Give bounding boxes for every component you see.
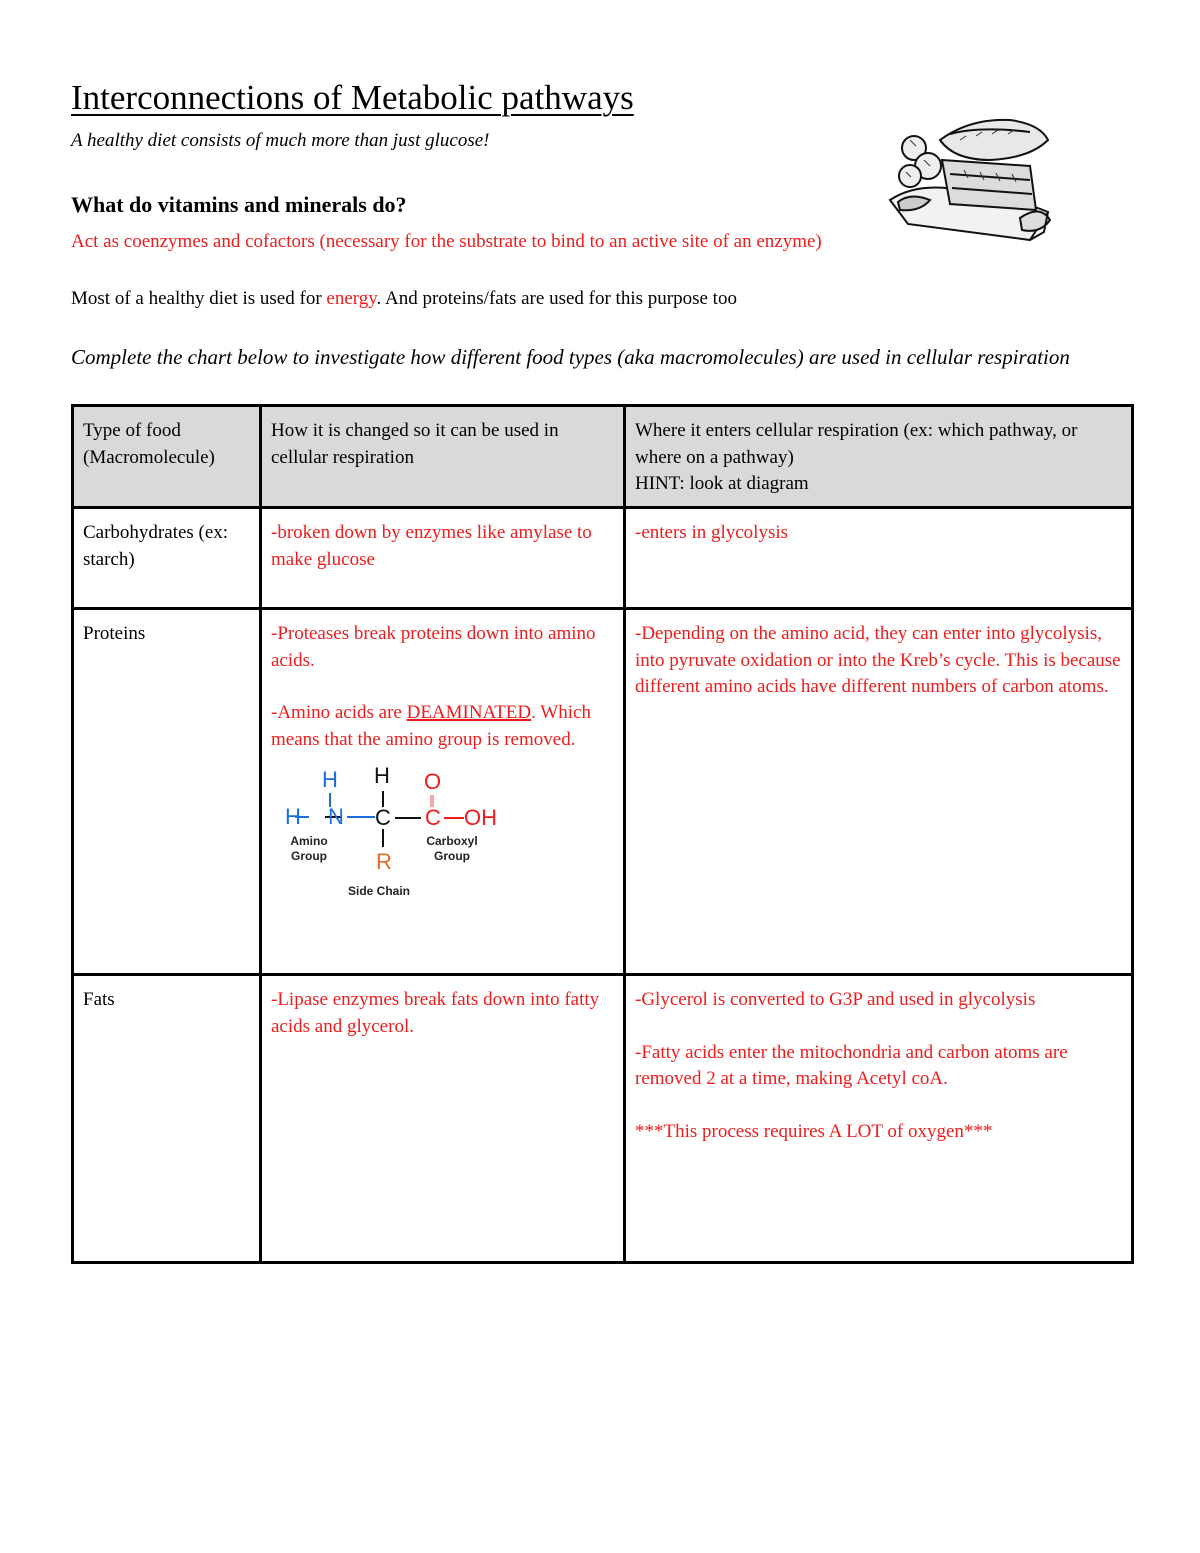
label-amino-group: Group — [291, 849, 327, 863]
table-header-row — [73, 406, 1133, 508]
proteins-how-step-2-after: . Which means that the amino group is removed. — [271, 702, 591, 750]
table-row — [73, 975, 1133, 1263]
fats-where-glycerol: -Glycerol is converted to G3P and used in glycolysis — [635, 989, 1036, 1010]
label-carboxyl: Carboxyl — [426, 834, 478, 848]
page-title: Interconnections of Metabolic pathways — [71, 78, 634, 117]
proteins-how-step-2-before: -Amino acids are — [271, 702, 407, 723]
cell-how-fats — [261, 975, 625, 1263]
cell-how-carbohydrates-text: -broken down by enzymes like amylase to make glucose — [271, 522, 592, 570]
cell-where-carbohydrates — [625, 508, 1133, 609]
header-how-changed: How it is changed so it can be used in cellular respiration — [261, 406, 625, 508]
cell-how-fats-text: -Lipase enzymes break fats down into fatty acids and glycerol. — [271, 989, 600, 1037]
macromolecule-chart — [71, 404, 1134, 1264]
cell-where-proteins — [625, 609, 1133, 975]
cell-where-carbohydrates-text: -enters in glycolysis — [635, 522, 789, 543]
atom-c-alpha: C — [375, 805, 391, 830]
vitamins-answer: Act as coenzymes and cofactors (necessary for the substrate to bind to an active site of an enzyme) — [71, 231, 822, 252]
diet-energy-statement — [71, 286, 737, 312]
cell-where-fats — [625, 975, 1133, 1263]
cell-how-carbohydrates — [261, 508, 625, 609]
cell-how-proteins — [261, 609, 625, 975]
atom-h-top: H — [374, 763, 390, 788]
diet-energy-before: Most of a healthy diet is used for — [71, 288, 327, 309]
cell-type-carbohydrates: Carbohydrates (ex: starch) — [73, 508, 261, 609]
deaminated-term: DEAMINATED — [406, 702, 532, 723]
atom-h-amino: H — [322, 767, 338, 792]
cell-where-proteins-text: -Depending on the amino acid, they can enter into glycolysis, into pyruvate oxidation or into the Kreb’s cycle. This is because different amino acids have different numbers of carbon atoms. — [635, 623, 1121, 697]
fats-where-oxygen-note: ***This process requires A LOT of oxygen*** — [635, 1120, 993, 1142]
atom-o: O — [424, 769, 442, 794]
atom-h-left: H — [285, 804, 301, 829]
cell-type-fats: Fats — [73, 975, 261, 1263]
chart-instruction: Complete the chart below to investigate how different food types (aka macromolecules) are used in cellular respiration — [71, 345, 1070, 369]
header-hint: HINT: look at diagram — [635, 473, 809, 494]
diet-energy-highlight: energy — [326, 288, 377, 309]
proteins-how-step-2 — [271, 700, 615, 753]
diet-energy-after: . And proteins/fats are used for this purpose too — [376, 288, 737, 309]
cell-type-proteins: Proteins — [73, 609, 261, 975]
label-carboxyl-group: Group — [434, 849, 470, 863]
fats-where-fatty-acids: -Fatty acids enter the mitochondria and carbon atoms are removed 2 at a time, making Acetyl coA. — [635, 1041, 1068, 1089]
atom-r: R — [376, 849, 392, 874]
header-where-enters-label: Where it enters cellular respiration (ex: which pathway, or where on a pathway) — [635, 420, 1078, 468]
table-row — [73, 609, 1133, 975]
page-subtitle: A healthy diet consists of much more than just glucose! — [71, 130, 490, 151]
label-amino: Amino — [290, 834, 328, 848]
header-type-of-food: Type of food (Macromolecule) — [73, 406, 261, 508]
food-platter-icon — [880, 100, 1060, 248]
atom-n: N — [328, 804, 344, 829]
atom-c-carboxyl: C — [425, 805, 441, 830]
atom-oh: OH — [464, 805, 497, 830]
proteins-how-step-1: -Proteases break proteins down into amino acids. — [271, 623, 596, 671]
amino-acid-structure-diagram — [279, 761, 509, 901]
label-side-chain: Side Chain — [347, 884, 411, 898]
header-where-enters — [625, 406, 1133, 508]
table-row — [73, 508, 1133, 609]
vitamins-question: What do vitamins and minerals do? — [71, 192, 407, 217]
